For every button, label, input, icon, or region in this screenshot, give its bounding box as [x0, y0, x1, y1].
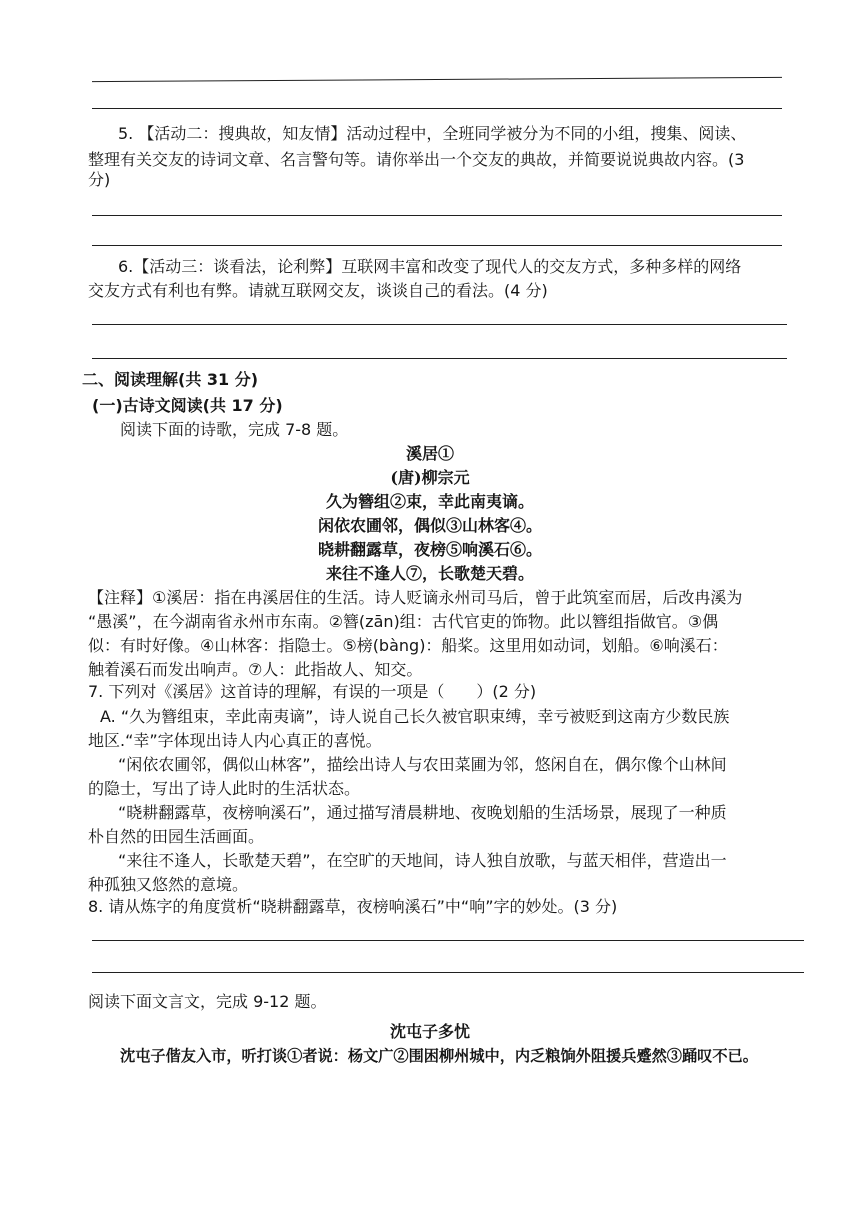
q7-option-b-2: 的隐士，写出了诗人此时的生活状态。 [88, 779, 361, 798]
answer-line [92, 972, 804, 973]
poem-title: 溪居① [405, 444, 454, 463]
answer-line [92, 108, 782, 109]
classical-instruction: 阅读下面文言文，完成 9-12 题。 [88, 992, 327, 1011]
poem-author: (唐)柳宗元 [390, 468, 470, 487]
section-heading: 二、阅读理解(共 31 分) [82, 370, 259, 389]
notes-line-4: 触着溪石而发出响声。⑦人：此指故人、知交。 [88, 660, 423, 679]
q7-option-a-2: 地区.“幸”字体现出诗人内心真正的喜悦。 [88, 731, 382, 750]
classical-line-1: 沈屯子偕友入市，听打谈①者说：杨文广②围困柳州城中，内乏粮饷外阻援兵蹙然③踊叹不已。 [120, 1047, 758, 1065]
notes-line-2: “愚溪”，在今湖南省永州市东南。②簪(zān)组：古代官吏的饰物。此以簪组指做官。③偶 [88, 612, 719, 631]
answer-line [92, 77, 782, 82]
q6-line-1: 6.【活动三：谈看法，论利弊】互联网丰富和改变了现代人的交友方式，多种多样的网络 [118, 257, 742, 276]
poem-instruction: 阅读下面的诗歌，完成 7-8 题。 [120, 420, 349, 439]
q7-option-d-2: 种孤独又悠然的意境。 [88, 875, 249, 894]
answer-line [92, 215, 782, 216]
q7-option-d-1: “来往不逢人，长歌楚天碧”，在空旷的天地间，诗人独自放歌，与蓝天相伴，营造出一 [118, 851, 727, 870]
poem-line: 闲依农圃邻，偶似③山林客④。 [317, 516, 542, 535]
answer-line [92, 324, 787, 325]
subsection-heading: (一)古诗文阅读(共 17 分) [92, 396, 283, 415]
poem-line: 来往不逢人⑦，长歌楚天碧。 [325, 564, 534, 583]
q5-line-2: 整理有关交友的诗词文章、名言警句等。请你举出一个交友的典故，并简要说说典故内容。(3 [88, 150, 745, 169]
q6-line-2: 交友方式有利也有弊。请就互联网交友，谈谈自己的看法。(4 分) [88, 281, 548, 300]
q7-option-b-1: “闲依农圃邻，偶似山林客”，描绘出诗人与农田菜圃为邻，悠闲自在，偶尔像个山林间 [118, 755, 727, 774]
q8-stem: 8. 请从炼字的角度赏析“晓耕翻露草，夜榜响溪石”中“响”字的妙处。(3 分) [88, 897, 618, 916]
answer-line [92, 245, 782, 246]
answer-line [92, 358, 787, 359]
q7-option-a-1: A. “久为簪组束，幸此南夷谪”，诗人说自己长久被官职束缚，幸亏被贬到这南方少数民族 [100, 707, 730, 726]
q5-line-3: 分) [88, 170, 111, 189]
q5-line-1: 5. 【活动二：搜典故，知友情】活动过程中，全班同学被分为不同的小组，搜集、阅读、 [118, 124, 747, 143]
q7-stem: 7. 下列对《溪居》这首诗的理解，有误的一项是（ ）(2 分) [88, 682, 537, 701]
answer-line [92, 940, 804, 941]
notes-line-1: 【注释】①溪居：指在冉溪居住的生活。诗人贬谪永州司马后，曾于此筑室而居，后改冉溪为 [88, 588, 743, 607]
classical-title: 沈屯子多忧 [389, 1022, 470, 1041]
poem-line: 晓耕翻露草，夜榜⑤响溪石⑥。 [317, 540, 542, 559]
q7-option-c-2: 朴自然的田园生活画面。 [88, 827, 265, 846]
poem-line: 久为簪组②束，幸此南夷谪。 [325, 492, 534, 511]
notes-line-3: 似：有时好像。④山林客：指隐士。⑤榜(bàng)：船桨。这里用如动词，划船。⑥响溪石： [88, 636, 728, 655]
q7-option-c-1: “晓耕翻露草，夜榜响溪石”，通过描写清晨耕地、夜晚划船的生活场景，展现了一种质 [118, 803, 727, 822]
